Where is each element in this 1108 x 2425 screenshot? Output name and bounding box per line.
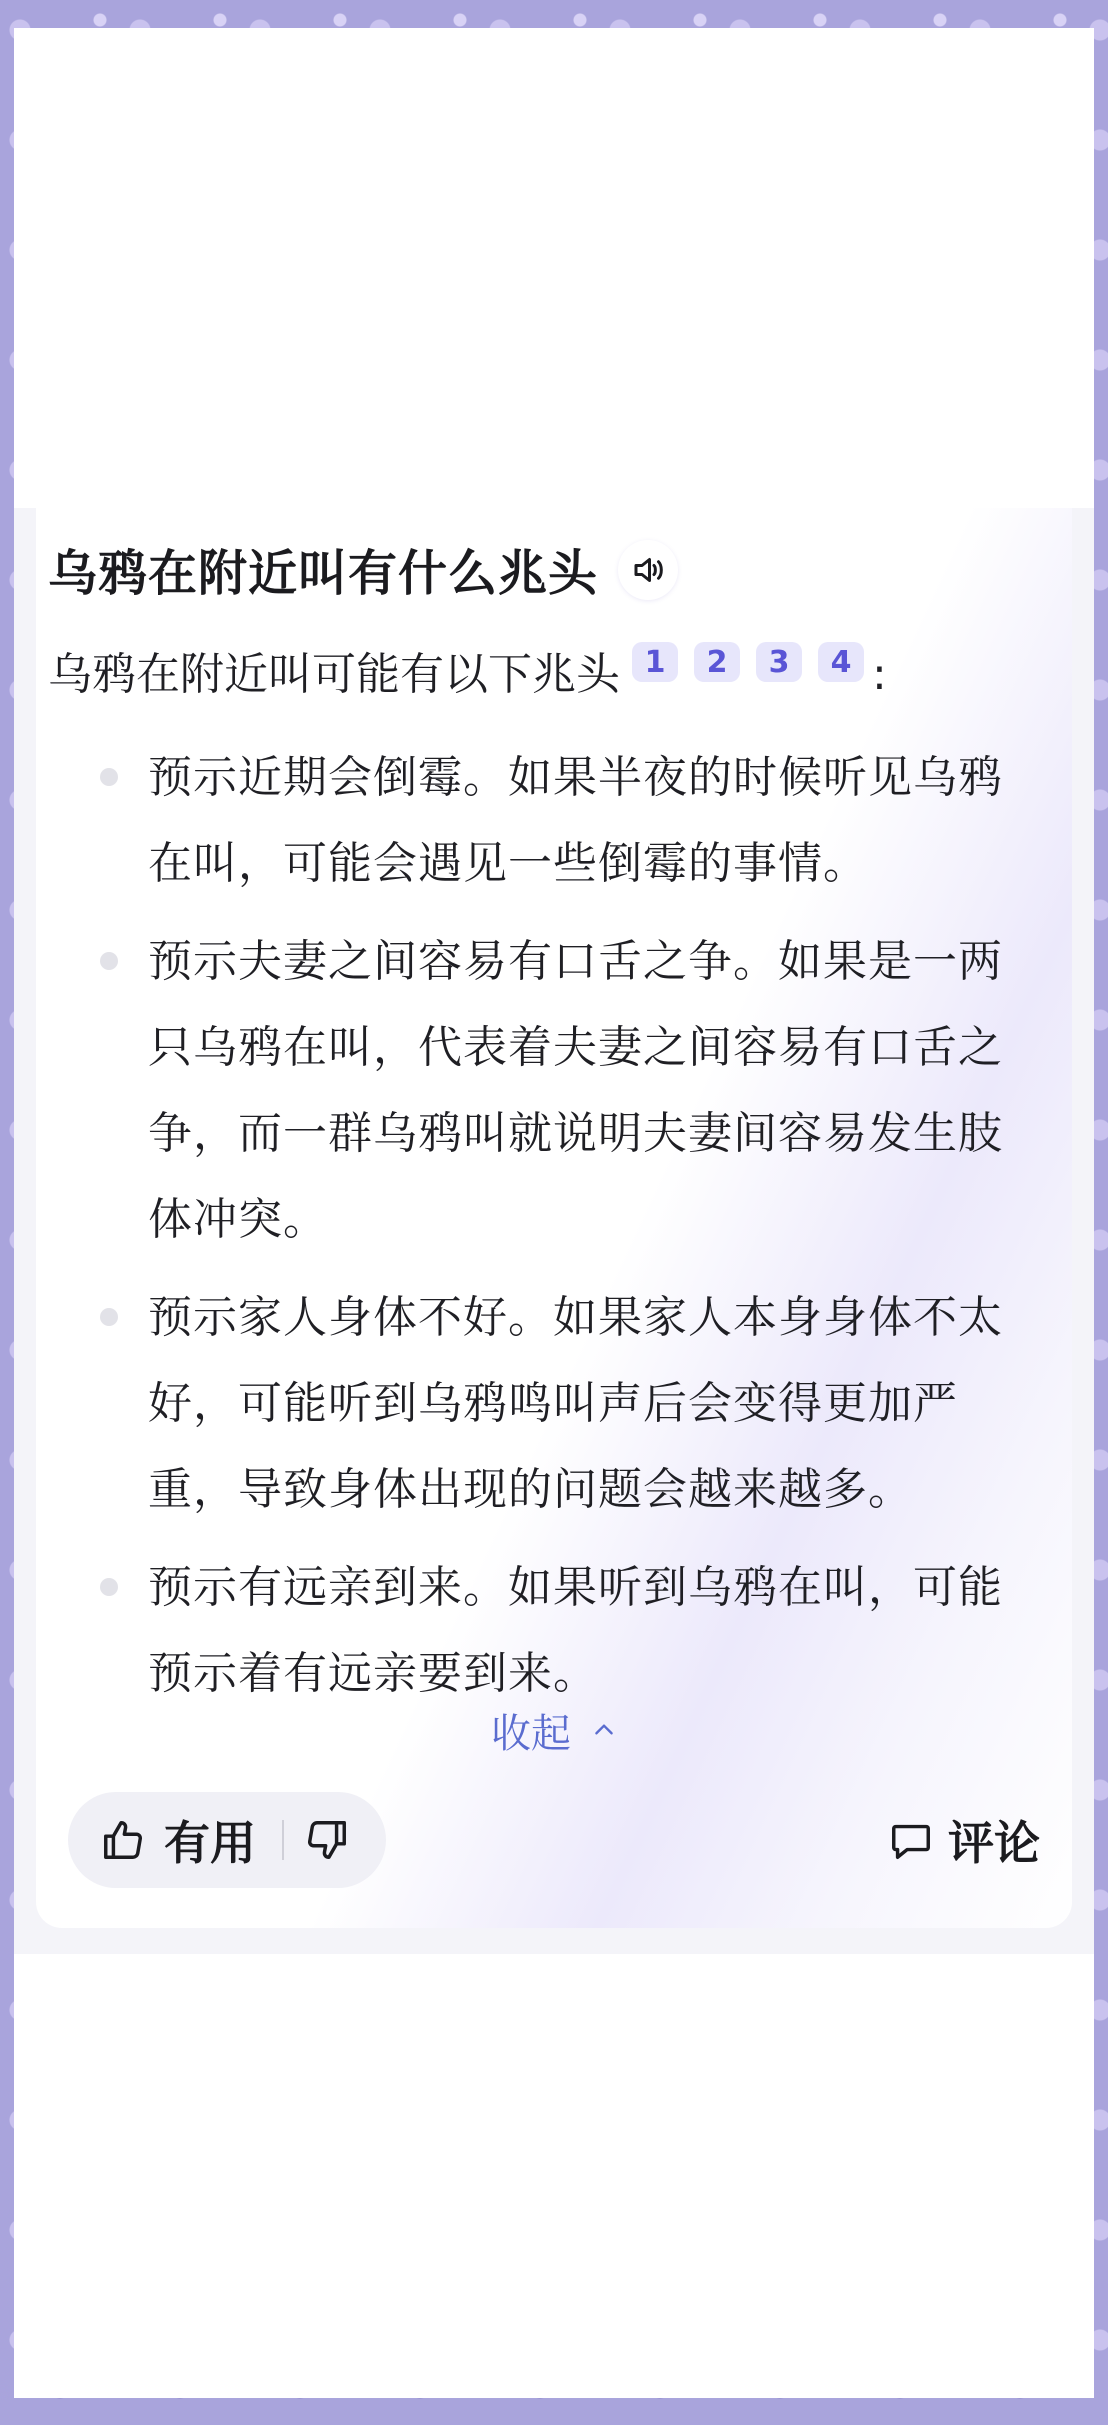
- bullet-text: 预示夫妻之间容易有口舌之争。如果是一两只乌鸦在叫，代表着夫妻之间容易有口舌之争，而一群乌鸦叫就说明夫妻间容易发生肢体冲突。: [148, 936, 1003, 1245]
- bullet-dot: [100, 952, 118, 970]
- citation-badge[interactable]: 3: [756, 642, 802, 682]
- citation-badge[interactable]: 1: [632, 642, 678, 682]
- list-item: [48, 1275, 1018, 1533]
- bullet-text: 预示家人身体不好。如果家人本身身体不太好，可能听到乌鸦鸣叫声后会变得更加严重，导致身体出现的问题会越来越多。: [148, 1292, 1003, 1515]
- comment-icon: [888, 1817, 934, 1863]
- citation-badge[interactable]: 2: [694, 642, 740, 682]
- list-item: [48, 919, 1018, 1263]
- useful-button[interactable]: [100, 1807, 256, 1873]
- bullet-dot: [100, 1308, 118, 1326]
- divider: [282, 1820, 284, 1860]
- collapse-label: 收起: [491, 1710, 571, 1757]
- collapse-button[interactable]: [0, 1700, 1108, 1760]
- thumbs-up-icon: [100, 1817, 146, 1863]
- intro-colon: :: [872, 649, 887, 700]
- list-item: [48, 1545, 1018, 1717]
- thumbs-down-icon: [304, 1817, 350, 1863]
- intro-row: [48, 640, 887, 710]
- useful-label: 有用: [164, 1816, 256, 1870]
- page-title: 乌鸦在附近叫有什么兆头: [48, 545, 599, 602]
- not-useful-button[interactable]: [304, 1817, 350, 1863]
- list-item: [48, 735, 1018, 907]
- bullet-text: 预示近期会倒霉。如果半夜的时候听见乌鸦在叫，可能会遇见一些倒霉的事情。: [148, 752, 1003, 889]
- bullet-list: [48, 735, 1018, 1729]
- chevron-up-icon: [591, 1717, 617, 1743]
- citation-list: [632, 642, 864, 682]
- title-row: [48, 530, 678, 610]
- bullet-dot: [100, 1578, 118, 1596]
- bullet-text: 预示有远亲到来。如果听到乌鸦在叫，可能预示着有远亲要到来。: [148, 1562, 1003, 1699]
- comment-button[interactable]: [888, 1792, 1040, 1888]
- citation-badge[interactable]: 4: [818, 642, 864, 682]
- feedback-pill: [68, 1792, 386, 1888]
- answer-intro: 乌鸦在附近叫可能有以下兆头: [48, 649, 620, 700]
- comment-label: 评论: [948, 1816, 1040, 1870]
- action-bar: [68, 1792, 1040, 1888]
- speaker-icon: [630, 552, 666, 588]
- bullet-dot: [100, 768, 118, 786]
- speaker-button[interactable]: [618, 540, 678, 600]
